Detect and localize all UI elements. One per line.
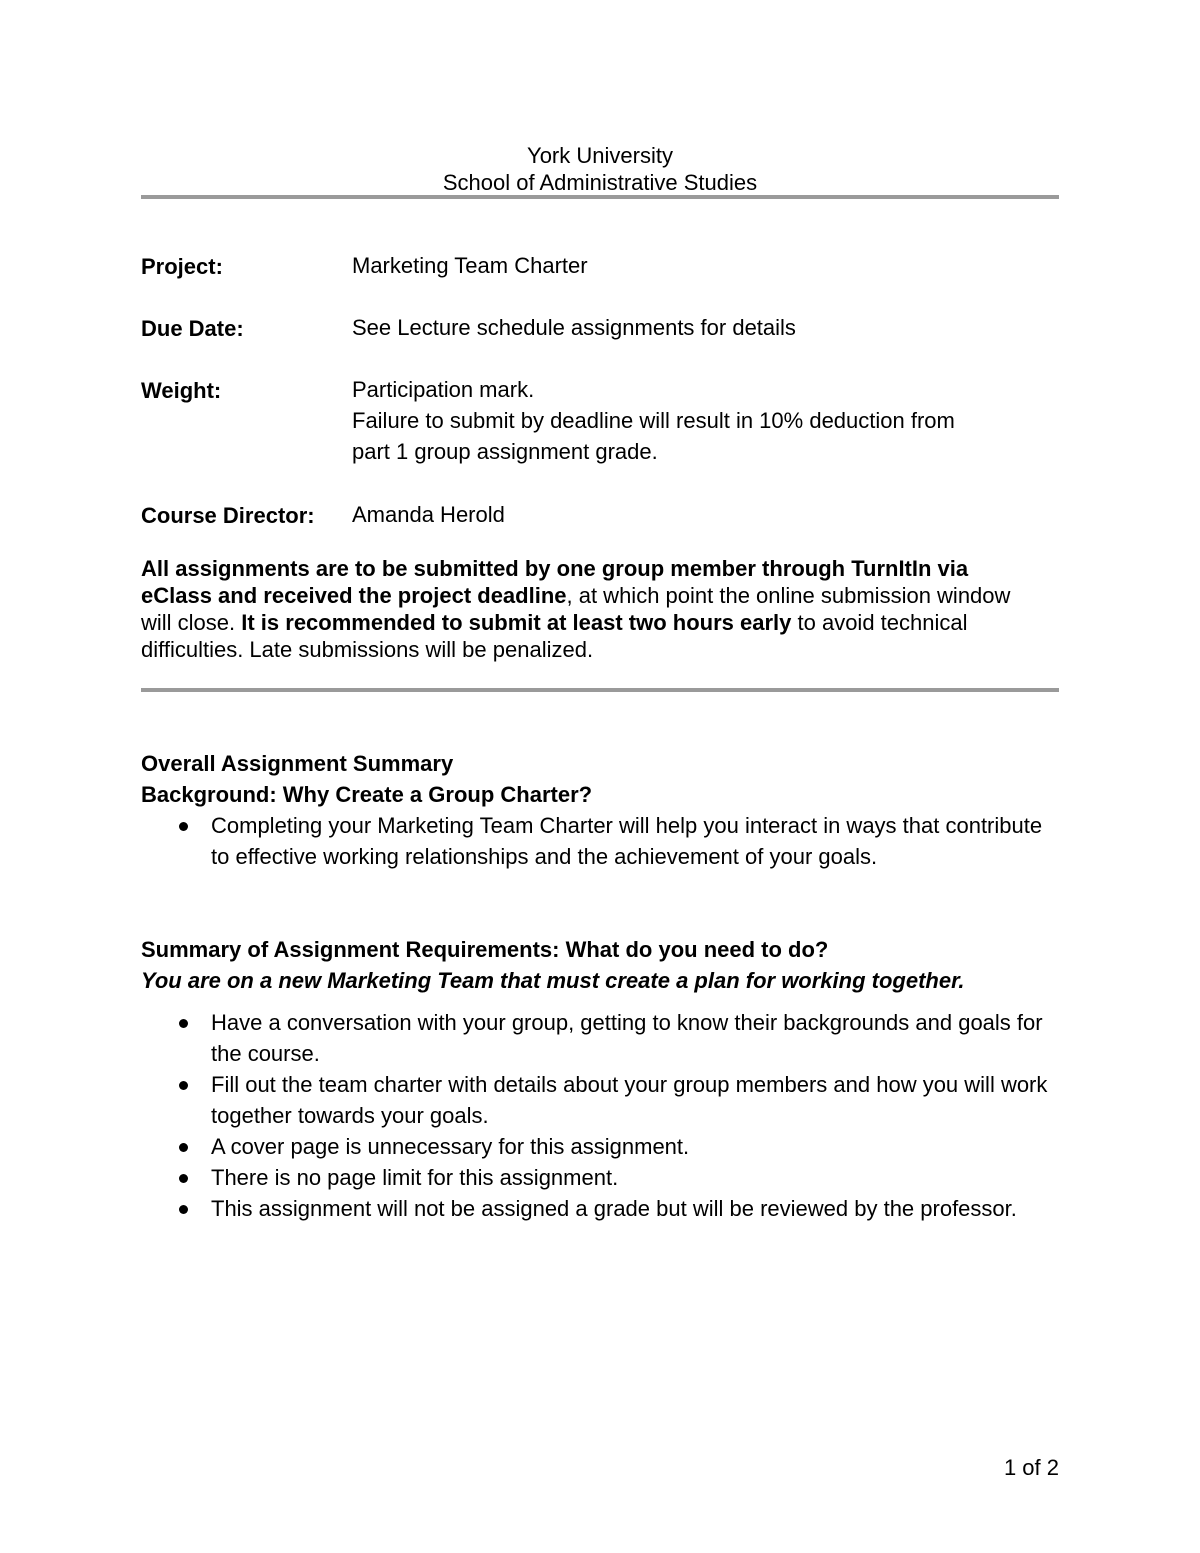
course-director-value: Amanda Herold: [352, 502, 505, 527]
university-name: York University: [527, 143, 673, 168]
bullet-icon: [179, 1019, 188, 1028]
requirements-list: [177, 1007, 1057, 1224]
list-item: A cover page is unnecessary for this assignment.: [177, 1131, 1057, 1162]
list-item: Have a conversation with your group, getting to know their backgrounds and goals for the course.: [177, 1007, 1057, 1069]
submission-notice: [141, 555, 1041, 663]
list-item: Completing your Marketing Team Charter will help you interact in ways that contribute to effective working relationships and the achievement of your goals.: [177, 810, 1057, 872]
notice-text-2: to avoid technical difficulties. Late submissions will be penalized.: [141, 610, 968, 662]
page-number: 1 of 2: [1003, 1455, 1059, 1480]
notice-bold-1: All assignments are to be submitted by one group member through TurnItIn via eClass and received the project deadline: [141, 556, 969, 608]
project-label: Project:: [141, 254, 223, 279]
bullet-icon: [179, 822, 188, 831]
list-item: This assignment will not be assigned a grade but will be reviewed by the professor.: [177, 1193, 1057, 1224]
notice-divider: [141, 688, 1059, 692]
course-director-label: Course Director:: [141, 503, 315, 528]
background-heading: Background: Why Create a Group Charter?: [141, 782, 593, 807]
project-value: Marketing Team Charter: [352, 253, 588, 278]
notice-text-1: , at which point the online submission window will close.: [141, 583, 1011, 635]
weight-line-2: Failure to submit by deadline will result in 10% deduction from: [352, 408, 955, 433]
background-list: [177, 810, 1057, 872]
weight-line-1: Participation mark.: [352, 377, 535, 402]
bullet-icon: [179, 1143, 188, 1152]
weight-label: Weight:: [141, 378, 222, 403]
bullet-icon: [179, 1174, 188, 1183]
list-item: Fill out the team charter with details about your group members and how you will work together towards your goals.: [177, 1069, 1057, 1131]
bullet-icon: [179, 1205, 188, 1214]
bullet-icon: [179, 1081, 188, 1090]
notice-bold-2: It is recommended to submit at least two hours early: [241, 610, 792, 635]
header-divider: [141, 195, 1059, 199]
requirements-heading: Summary of Assignment Requirements: What do you need to do?: [141, 937, 829, 962]
due-date-label: Due Date:: [141, 316, 244, 341]
school-name: School of Administrative Studies: [442, 170, 758, 195]
summary-title: Overall Assignment Summary: [141, 751, 454, 776]
due-date-value: See Lecture schedule assignments for details: [352, 315, 796, 340]
weight-value: [352, 374, 955, 467]
list-item: There is no page limit for this assignment.: [177, 1162, 1057, 1193]
weight-line-3: part 1 group assignment grade.: [352, 439, 658, 464]
requirements-subheading: You are on a new Marketing Team that must create a plan for working together.: [141, 968, 965, 993]
